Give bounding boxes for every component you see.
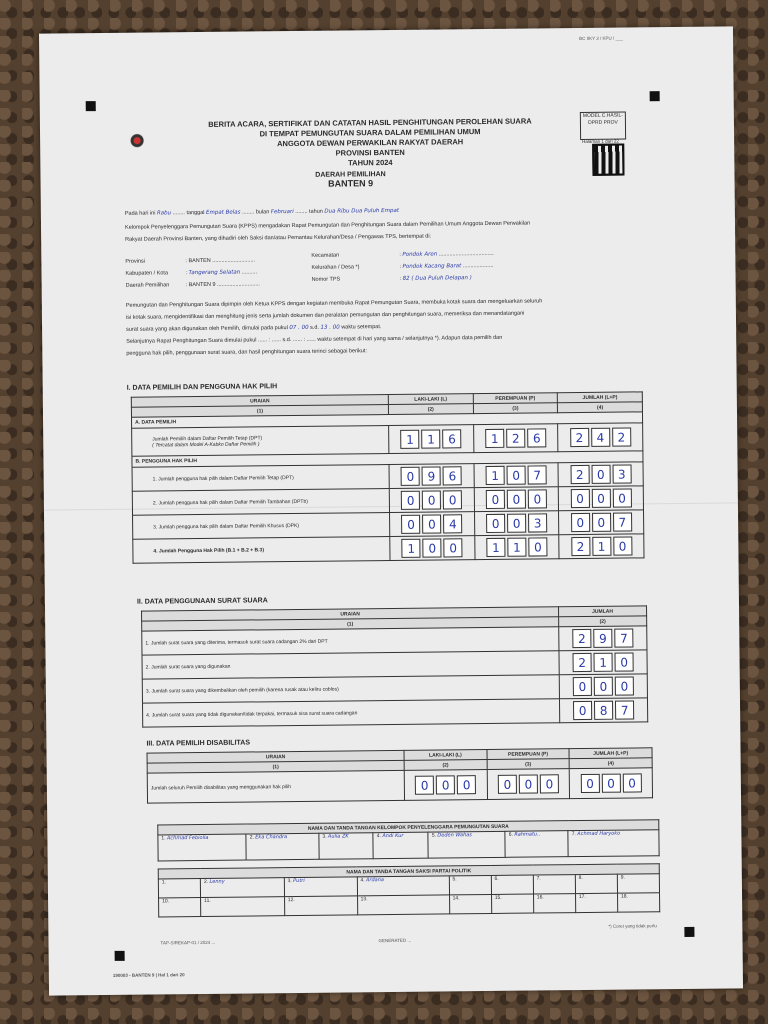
col-num: (3) [487, 759, 570, 770]
surat-suara-table [141, 605, 648, 727]
provinsi-value: BANTEN [188, 257, 211, 265]
top-code: BC IIKY 3 / KPU / ___ [579, 35, 624, 42]
document-title [150, 116, 590, 171]
digit-boxes [562, 652, 643, 672]
digit: 7 [528, 465, 547, 484]
registration-mark [684, 927, 694, 937]
digit: 0 [573, 701, 592, 720]
kpps-signature [319, 833, 374, 860]
col-num: (2) [559, 616, 647, 627]
signer-name: Andi Kur [382, 832, 404, 840]
digit: 0 [519, 774, 538, 793]
digit: 0 [498, 775, 517, 794]
title-line: TAHUN 2024 [348, 157, 393, 168]
footer-code: TAP-SIREKAP-01 / 2024 ... [160, 939, 216, 946]
body-text: isi kotak suara, mengidentifikasi dan menghitung jenis serta jumlah dokumen dan peralatan pemungutan dan penghitungan suara, memeriksa dan menandatangani [125, 310, 525, 321]
digit: 0 [507, 490, 526, 509]
body-text [126, 321, 666, 334]
digit: 0 [486, 514, 505, 533]
digit: 0 [415, 776, 434, 795]
row-label: Jumlah seluruh Pemilih disabilitas yang menggunakan hak pilih [147, 770, 404, 803]
kpps-signature [428, 831, 505, 858]
page-label: Halaman 1 dari 22 [582, 138, 619, 144]
signer-name: Putri [293, 877, 305, 885]
kpps-signature [246, 833, 319, 860]
text: ...... : ...... [257, 337, 281, 344]
registration-mark [115, 951, 125, 961]
saksi-table [158, 863, 660, 917]
digit: 1 [402, 539, 421, 558]
digit: 0 [570, 489, 589, 508]
label: Kecamatan [311, 252, 340, 259]
saksi-cell: 5. [449, 875, 491, 894]
digit-boxes [563, 700, 644, 720]
time-start: 07 . 00 [289, 324, 309, 332]
digit: 1 [507, 538, 526, 557]
kpps-title: NAMA DAN TANDA TANGAN KELOMPOK PENYELENGGARA PEMUNGUTAN SUARA [158, 820, 659, 835]
row-label: 1. Jumlah surat suara yang diterima, termasuk surat suara cadangan 2% dari DPT [142, 627, 559, 655]
saksi-cell: 12. [284, 896, 357, 916]
digit-boxes [562, 464, 640, 484]
row-label: 1. Jumlah pengguna hak pilih dalam Daftar Pemilih Tetap (DPT) [132, 465, 389, 492]
intro-line: Rakyat Daerah Provinsi Banten, yang dihadiri oleh Saksi dan/atau Pemantau Kelurahan/Desa / Pengawas TPS, bertempat di: [125, 233, 432, 243]
label: Kelurahan / Desa *) [311, 264, 360, 271]
digit: 0 [601, 774, 620, 793]
label: Kabupaten / Kota [125, 270, 169, 277]
digit: 6 [442, 429, 461, 448]
intro-line: Kelompok Penyelenggara Pemungutan Suara (KPPS) mengadakan Rapat Pemungutan dan Penghitungan Suara dalam Pemilihan Umum Anggota Dewan Perwakilan [124, 220, 531, 231]
subsection-label: A. DATA PEMILIH [132, 412, 643, 428]
saksi-cell: 1. [158, 879, 200, 898]
digit: 1 [592, 537, 611, 556]
digit: 0 [580, 774, 599, 793]
text: Selanjutnya Rapat Penghitungan Suara dimulai pukul [126, 337, 257, 345]
num: 7. [571, 831, 576, 838]
saksi-cell: 13. [357, 895, 449, 915]
text: waktu setempat. [341, 324, 382, 331]
signer-name: Lenny [209, 878, 225, 885]
document-sheet [39, 26, 743, 995]
digit: 0 [591, 465, 610, 484]
kpps-signature [505, 831, 568, 858]
saksi-cell [284, 877, 357, 897]
hari-value: Rabu [156, 210, 172, 217]
kelurahan-row: Kelurahan / Desa *) : Pondok Kacang Barat .................... [311, 262, 494, 271]
digit: 4 [443, 514, 462, 533]
digit: 0 [401, 467, 420, 486]
saksi-cell: 14. [449, 894, 491, 913]
saksi-cell: 8. [575, 874, 617, 893]
body-text [126, 333, 666, 346]
digit: 4 [591, 428, 610, 447]
digit: 1 [486, 538, 505, 557]
digit-boxes [393, 538, 471, 558]
digit: 0 [594, 677, 613, 696]
digit: 0 [571, 513, 590, 532]
digit-boxes [393, 514, 471, 534]
digit: 0 [528, 489, 547, 508]
signer-name: Rahmatu.. [514, 831, 541, 838]
num: 4. [360, 877, 365, 884]
digit: 0 [540, 774, 559, 793]
col-num: (4) [558, 402, 643, 413]
col-num: (3) [473, 403, 558, 414]
num: 2. [203, 878, 209, 885]
label: Provinsi [125, 258, 145, 265]
section-title: I. DATA PEMILIH DAN PENGGUNA HAK PILIH [126, 383, 278, 392]
digit: 0 [423, 538, 442, 557]
provinsi-row: Provinsi : BANTEN ............................ [125, 257, 256, 265]
digit: 6 [443, 466, 462, 485]
digit: 7 [613, 512, 632, 531]
digit: 2 [612, 427, 631, 446]
digit: 0 [401, 515, 420, 534]
section-title: III. DATA PEMILIH DISABILITAS [146, 739, 251, 748]
digit-boxes [392, 429, 470, 449]
saksi-cell [200, 878, 284, 898]
col-num: (1) [131, 405, 388, 418]
digit-boxes [478, 537, 556, 557]
col-header: PEREMPUAN (P) [473, 393, 558, 404]
label: Daerah Pemilihan [125, 282, 170, 289]
digit: 1 [421, 429, 440, 448]
num: 3. [322, 833, 327, 840]
registration-mark [650, 91, 660, 101]
col-header: URAIAN [131, 395, 388, 408]
signer-name: Aulia ZK [327, 833, 349, 840]
tanggal-value: Empat Belas [205, 209, 241, 216]
saksi-cell: 16. [533, 894, 575, 913]
digit-boxes [573, 773, 649, 793]
saksi-cell [357, 876, 449, 896]
digit: 0 [444, 538, 463, 557]
kabupaten-row: Kabupaten / Kota : Tangerang Selatan .......... [125, 269, 258, 277]
kabupaten-value: Tangerang Selatan [188, 269, 241, 277]
col-header: JUMLAH [559, 606, 647, 617]
digit-boxes [393, 490, 471, 510]
col-header: LAKI-LAKI (L) [388, 394, 473, 405]
signer-name: Deden Wahas [437, 832, 472, 839]
text: surat suara yang akan digunakan oleh Pemilih, dimulai pada pukul [126, 325, 288, 333]
time-end: 13 . 00 [320, 324, 340, 331]
col-header: JUMLAH (L+P) [558, 392, 643, 403]
digit: 2 [506, 429, 525, 448]
kpps-signature [373, 832, 428, 859]
tps-value: 82 ( Dua Puluh Delapan ) [402, 275, 472, 282]
dapil-row: Daerah Pemilihan : BANTEN 9 ............................ [125, 281, 260, 289]
daerah-label: DAERAH PEMILIHAN [315, 171, 386, 179]
signature-table [157, 819, 659, 861]
row-label: 3. Jumlah surat suara yang dikembalikan oleh pemilih (karena rusak atau keliru coblos) [142, 675, 559, 703]
col-header: LAKI-LAKI (L) [404, 750, 487, 761]
signer-name: Eka Chandra [255, 834, 288, 841]
digit: 0 [528, 537, 547, 556]
saksi-cell: 7. [533, 875, 575, 894]
digit: 0 [457, 775, 476, 794]
digit: 2 [571, 537, 590, 556]
digit: 0 [486, 490, 505, 509]
subsection-label: B. PENGGUNA HAK PILIH [132, 451, 643, 467]
digit: 0 [573, 677, 592, 696]
row-subtext: ( Tercatat dalam Model A-Kabko Daftar Pemilih ) [152, 440, 260, 448]
label: tanggal [186, 209, 205, 217]
text: s.d. [282, 337, 292, 344]
digit: 0 [507, 514, 526, 533]
text: waktu setempat di hari yang sama / selanjutnya *). Adapun data pemilih dan [317, 334, 503, 343]
row-label: 2. Jumlah surat suara yang digunakan [142, 651, 559, 679]
digit: 9 [593, 629, 612, 648]
digit-boxes [490, 774, 566, 794]
digit: 2 [570, 428, 589, 447]
digit: 0 [422, 514, 441, 533]
title-line: DI TEMPAT PEMUNGUTAN SUARA DALAM PEMILIHAN UMUM [259, 127, 481, 139]
digit-boxes [477, 465, 555, 485]
digit-boxes [562, 512, 640, 532]
col-num: (1) [142, 617, 559, 631]
disabilitas-table [147, 747, 654, 803]
tahun-value: Dua Ribu Dua Puluh Empat [324, 207, 400, 215]
qr-code [592, 144, 624, 176]
col-num: (4) [569, 758, 652, 769]
saksi-cell: 11. [201, 897, 285, 917]
text: s.d. [310, 324, 320, 331]
num: 5. [431, 832, 437, 839]
digit: 2 [572, 653, 591, 672]
digit-boxes [478, 513, 556, 533]
saksi-cell: 9. [617, 874, 659, 893]
tps-row: Nomor TPS : 82 ( Dua Puluh Delapan ) [311, 275, 472, 283]
row-label: 3. Jumlah pengguna hak pilih dalam Daftar Pemilih Khusus (DPK) [133, 513, 390, 540]
digit: 6 [527, 428, 546, 447]
digit: 0 [592, 513, 611, 532]
footer-page: 190003 - BANTEN 9 | Hal 1 dari 20 [112, 972, 185, 978]
kelurahan-value: Pondok Kacang Barat [402, 263, 462, 270]
digit: 0 [443, 490, 462, 509]
col-header: URAIAN [147, 750, 404, 763]
digit: 0 [613, 536, 632, 555]
label: Pada hari ini [124, 210, 156, 217]
label: bulan [255, 209, 270, 216]
saksi-title: NAMA DAN TANDA TANGAN SAKSI PARTAI POLITIK [158, 864, 659, 879]
kpps-signature [568, 830, 659, 857]
digit-boxes [563, 676, 644, 696]
bulan-value: Februari [270, 209, 294, 216]
title-line: PROVINSI BANTEN [335, 147, 405, 158]
digit-boxes [563, 536, 641, 556]
digit: 9 [422, 466, 441, 485]
kpu-logo [130, 133, 144, 149]
digit: 0 [436, 775, 455, 794]
saksi-cell: 18. [617, 893, 659, 912]
digit: 2 [572, 629, 591, 648]
num: 2. [249, 834, 254, 841]
digit: 1 [593, 653, 612, 672]
body-text: pengguna hak pilih, penggunaan surat suara, dan hasil penghitungan suara terinci sebagai berikut: [126, 348, 368, 357]
digit-boxes [477, 489, 555, 509]
num: 4. [376, 833, 381, 840]
num: 3. [287, 878, 292, 885]
digit: 0 [614, 652, 633, 671]
digit-boxes [408, 775, 484, 795]
row-text: Jumlah Pemilih dalam Daftar Pemilih Tetap (DPT) [152, 434, 263, 442]
digit: 0 [401, 491, 420, 510]
col-header: URAIAN [142, 607, 559, 621]
digit: 0 [615, 676, 634, 695]
kpps-signature [158, 834, 247, 861]
daerah-value: BANTEN 9 [328, 178, 374, 189]
intro-line: Pada hari ini Rabu ........ tanggal Empat Belas ........ bulan Februari ........ tahun Dua Ribu Dua Puluh Empat [124, 207, 400, 217]
col-num: (1) [147, 760, 404, 773]
title-line: ANGGOTA DEWAN PERWAKILAN RAKYAT DAERAH [277, 137, 464, 149]
saksi-cell: 10. [159, 898, 201, 917]
num: 1. [161, 835, 166, 842]
kecamatan-value: Pondok Aren [402, 251, 438, 258]
num: 6. [508, 831, 513, 838]
kecamatan-row: Kecamatan : Pondok Aren .................................... [311, 250, 494, 259]
col-header: JUMLAH (L+P) [569, 748, 652, 759]
saksi-cell: 15. [491, 894, 533, 913]
digit-boxes [393, 466, 471, 486]
digit: 8 [594, 701, 613, 720]
digit: 3 [612, 464, 631, 483]
digit: 3 [528, 513, 547, 532]
digit: 2 [570, 465, 589, 484]
digit-boxes [477, 428, 555, 448]
digit: 1 [400, 430, 419, 449]
footer-tag: GENERATED ... [378, 937, 412, 944]
saksi-cell: 6. [491, 875, 533, 894]
title-line: BERITA ACARA, SERTIFIKAT DAN CATATAN HASIL PENGHITUNGAN PEROLEHAN SUARA [208, 116, 532, 129]
signer-name: Achmad Febiolla [166, 834, 209, 842]
digit: 0 [622, 773, 641, 792]
footnote: *) Coret yang tidak perlu [608, 923, 657, 929]
text: ...... : ...... [292, 336, 316, 344]
saksi-cell: 17. [575, 893, 617, 912]
label: tahun [309, 208, 323, 215]
daerah-block [290, 170, 410, 189]
registration-mark [86, 101, 96, 111]
digit: 7 [615, 700, 634, 719]
body-text: Pemungutan dan Penghitungan Suara dipimpin oleh Ketua KPPS dengan kegiatan membuka Rapat Pemungutan Suara, membuka kotak suara dan mengeluarkan seluruh [125, 298, 543, 309]
col-num: (2) [388, 404, 473, 415]
model-box: MODEL C.HASIL-DPRD PROV [580, 112, 626, 140]
pemilih-table [131, 391, 645, 563]
digit: 1 [486, 466, 505, 485]
row-label: 2. Jumlah pengguna hak pilih dalam Daftar Pemilih Tambahan (DPTb) [132, 489, 389, 516]
digit: 7 [614, 628, 633, 647]
row-label [132, 426, 389, 457]
dapil-value: BANTEN 9 [188, 281, 216, 289]
signer-name: Ardana [365, 877, 384, 884]
digit-boxes [562, 488, 640, 508]
row-label: 4. Jumlah surat suara yang tidak digunakan/tidak terpakai, termasuk sisa surat suara cadangan [142, 699, 559, 727]
digit: 1 [485, 429, 504, 448]
col-header: PEREMPUAN (P) [487, 749, 570, 760]
digit: 0 [507, 466, 526, 485]
digit: 0 [612, 488, 631, 507]
label: Nomor TPS [311, 276, 341, 283]
signer-name: Achmad Haryoko [577, 830, 621, 838]
row-label: 4. Jumlah Pengguna Hak Pilih (B.1 + B.2 + B.3) [133, 537, 390, 564]
digit: 0 [591, 489, 610, 508]
digit-boxes [562, 628, 643, 648]
col-num: (2) [404, 760, 487, 771]
section-title: II. DATA PENGGUNAAN SURAT SUARA [136, 597, 268, 606]
digit: 0 [422, 490, 441, 509]
digit-boxes [561, 427, 639, 447]
